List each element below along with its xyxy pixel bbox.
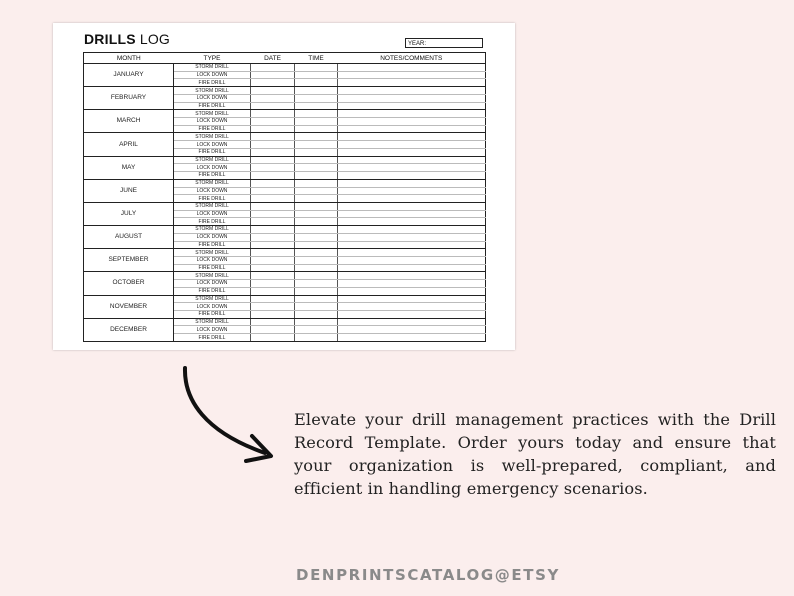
drill-type-cell: LOCK DOWN bbox=[174, 71, 251, 79]
notes-cell bbox=[338, 303, 486, 311]
notes-cell bbox=[338, 202, 486, 210]
drill-type-cell: STORM DRILL bbox=[174, 110, 251, 118]
month-cell: MAY bbox=[84, 156, 174, 179]
drill-type-cell: FIRE DRILL bbox=[174, 218, 251, 226]
time-cell bbox=[295, 141, 338, 149]
drill-type-cell: FIRE DRILL bbox=[174, 334, 251, 342]
month-cell: JULY bbox=[84, 202, 174, 225]
notes-cell bbox=[338, 326, 486, 334]
month-cell: JANUARY bbox=[84, 64, 174, 87]
time-cell bbox=[295, 156, 338, 164]
header-date: DATE bbox=[251, 53, 295, 64]
header-notes: NOTES/COMMENTS bbox=[338, 53, 486, 64]
notes-cell bbox=[338, 110, 486, 118]
drill-type-cell: STORM DRILL bbox=[174, 226, 251, 234]
drill-type-cell: FIRE DRILL bbox=[174, 148, 251, 156]
date-cell bbox=[251, 187, 295, 195]
drill-type-cell: STORM DRILL bbox=[174, 272, 251, 280]
drill-type-cell: STORM DRILL bbox=[174, 179, 251, 187]
month-cell: OCTOBER bbox=[84, 272, 174, 295]
date-cell bbox=[251, 133, 295, 141]
notes-cell bbox=[338, 141, 486, 149]
time-cell bbox=[295, 233, 338, 241]
time-cell bbox=[295, 94, 338, 102]
notes-cell bbox=[338, 79, 486, 87]
date-cell bbox=[251, 311, 295, 319]
drill-type-cell: LOCK DOWN bbox=[174, 210, 251, 218]
notes-cell bbox=[338, 287, 486, 295]
table-row bbox=[84, 249, 486, 257]
time-cell bbox=[295, 87, 338, 95]
notes-cell bbox=[338, 272, 486, 280]
notes-cell bbox=[338, 156, 486, 164]
notes-cell bbox=[338, 148, 486, 156]
date-cell bbox=[251, 334, 295, 342]
drill-type-cell: FIRE DRILL bbox=[174, 102, 251, 110]
time-cell bbox=[295, 272, 338, 280]
date-cell bbox=[251, 326, 295, 334]
table-row bbox=[84, 318, 486, 326]
drills-log-sheet bbox=[53, 23, 515, 350]
date-cell bbox=[251, 79, 295, 87]
year-field: YEAR: bbox=[405, 38, 483, 48]
promo-text: Elevate your drill management practices with the Drill Record Template. Order yours today and ensure that your organization is well-prepared, compliant, and efficient in handling emergency scenarios. bbox=[294, 410, 776, 498]
shop-footer: DENPRINTSCATALOG@ETSY bbox=[296, 566, 560, 584]
notes-cell bbox=[338, 249, 486, 257]
time-cell bbox=[295, 241, 338, 249]
time-cell bbox=[295, 264, 338, 272]
notes-cell bbox=[338, 226, 486, 234]
time-cell bbox=[295, 110, 338, 118]
notes-cell bbox=[338, 179, 486, 187]
date-cell bbox=[251, 303, 295, 311]
date-cell bbox=[251, 195, 295, 203]
notes-cell bbox=[338, 195, 486, 203]
table-row bbox=[84, 110, 486, 118]
date-cell bbox=[251, 110, 295, 118]
drill-type-cell: STORM DRILL bbox=[174, 156, 251, 164]
notes-cell bbox=[338, 133, 486, 141]
title-bold: DRILLS bbox=[84, 31, 136, 47]
date-cell bbox=[251, 287, 295, 295]
table-row bbox=[84, 133, 486, 141]
time-cell bbox=[295, 218, 338, 226]
time-cell bbox=[295, 79, 338, 87]
date-cell bbox=[251, 156, 295, 164]
notes-cell bbox=[338, 164, 486, 172]
table-row bbox=[84, 226, 486, 234]
drill-type-cell: FIRE DRILL bbox=[174, 287, 251, 295]
date-cell bbox=[251, 256, 295, 264]
time-cell bbox=[295, 210, 338, 218]
date-cell bbox=[251, 94, 295, 102]
date-cell bbox=[251, 164, 295, 172]
time-cell bbox=[295, 64, 338, 72]
date-cell bbox=[251, 102, 295, 110]
drill-type-cell: STORM DRILL bbox=[174, 64, 251, 72]
notes-cell bbox=[338, 218, 486, 226]
notes-cell bbox=[338, 64, 486, 72]
drill-type-cell: LOCK DOWN bbox=[174, 303, 251, 311]
time-cell bbox=[295, 125, 338, 133]
drill-type-cell: FIRE DRILL bbox=[174, 241, 251, 249]
drill-type-cell: LOCK DOWN bbox=[174, 141, 251, 149]
notes-cell bbox=[338, 334, 486, 342]
drill-type-cell: FIRE DRILL bbox=[174, 195, 251, 203]
date-cell bbox=[251, 71, 295, 79]
curved-arrow-icon bbox=[170, 360, 290, 470]
time-cell bbox=[295, 195, 338, 203]
drill-type-cell: STORM DRILL bbox=[174, 249, 251, 257]
header-month: MONTH bbox=[84, 53, 174, 64]
month-cell: FEBRUARY bbox=[84, 87, 174, 110]
notes-cell bbox=[338, 118, 486, 126]
time-cell bbox=[295, 133, 338, 141]
month-cell: AUGUST bbox=[84, 226, 174, 249]
drills-log-table bbox=[83, 52, 486, 342]
date-cell bbox=[251, 202, 295, 210]
time-cell bbox=[295, 118, 338, 126]
notes-cell bbox=[338, 87, 486, 95]
notes-cell bbox=[338, 264, 486, 272]
date-cell bbox=[251, 87, 295, 95]
time-cell bbox=[295, 311, 338, 319]
date-cell bbox=[251, 280, 295, 288]
notes-cell bbox=[338, 311, 486, 319]
notes-cell bbox=[338, 94, 486, 102]
notes-cell bbox=[338, 102, 486, 110]
date-cell bbox=[251, 179, 295, 187]
notes-cell bbox=[338, 318, 486, 326]
time-cell bbox=[295, 280, 338, 288]
time-cell bbox=[295, 187, 338, 195]
drill-type-cell: STORM DRILL bbox=[174, 133, 251, 141]
drill-type-cell: STORM DRILL bbox=[174, 295, 251, 303]
notes-cell bbox=[338, 172, 486, 180]
time-cell bbox=[295, 226, 338, 234]
drill-type-cell: FIRE DRILL bbox=[174, 264, 251, 272]
notes-cell bbox=[338, 241, 486, 249]
header-type: TYPE bbox=[174, 53, 251, 64]
date-cell bbox=[251, 241, 295, 249]
time-cell bbox=[295, 318, 338, 326]
month-cell: JUNE bbox=[84, 179, 174, 202]
date-cell bbox=[251, 118, 295, 126]
drill-type-cell: FIRE DRILL bbox=[174, 125, 251, 133]
time-cell bbox=[295, 303, 338, 311]
table-row bbox=[84, 179, 486, 187]
month-cell: NOVEMBER bbox=[84, 295, 174, 318]
drill-type-cell: LOCK DOWN bbox=[174, 280, 251, 288]
table-row bbox=[84, 272, 486, 280]
drill-type-cell: STORM DRILL bbox=[174, 87, 251, 95]
drill-type-cell: LOCK DOWN bbox=[174, 233, 251, 241]
table-header-row bbox=[84, 53, 486, 64]
time-cell bbox=[295, 334, 338, 342]
sheet-title bbox=[84, 31, 170, 47]
notes-cell bbox=[338, 187, 486, 195]
date-cell bbox=[251, 249, 295, 257]
drill-type-cell: LOCK DOWN bbox=[174, 118, 251, 126]
header-time: TIME bbox=[295, 53, 338, 64]
time-cell bbox=[295, 287, 338, 295]
time-cell bbox=[295, 71, 338, 79]
date-cell bbox=[251, 318, 295, 326]
date-cell bbox=[251, 272, 295, 280]
notes-cell bbox=[338, 256, 486, 264]
time-cell bbox=[295, 202, 338, 210]
time-cell bbox=[295, 172, 338, 180]
notes-cell bbox=[338, 125, 486, 133]
date-cell bbox=[251, 226, 295, 234]
time-cell bbox=[295, 326, 338, 334]
time-cell bbox=[295, 179, 338, 187]
title-light: LOG bbox=[139, 31, 171, 47]
table-row bbox=[84, 202, 486, 210]
drill-type-cell: FIRE DRILL bbox=[174, 311, 251, 319]
date-cell bbox=[251, 264, 295, 272]
time-cell bbox=[295, 102, 338, 110]
notes-cell bbox=[338, 210, 486, 218]
date-cell bbox=[251, 218, 295, 226]
notes-cell bbox=[338, 71, 486, 79]
table-row bbox=[84, 156, 486, 164]
drill-type-cell: FIRE DRILL bbox=[174, 172, 251, 180]
time-cell bbox=[295, 295, 338, 303]
date-cell bbox=[251, 233, 295, 241]
time-cell bbox=[295, 148, 338, 156]
date-cell bbox=[251, 295, 295, 303]
date-cell bbox=[251, 210, 295, 218]
table-row bbox=[84, 87, 486, 95]
time-cell bbox=[295, 249, 338, 257]
month-cell: MARCH bbox=[84, 110, 174, 133]
drill-type-cell: LOCK DOWN bbox=[174, 164, 251, 172]
table-row bbox=[84, 64, 486, 72]
drill-type-cell: STORM DRILL bbox=[174, 202, 251, 210]
drill-type-cell: LOCK DOWN bbox=[174, 187, 251, 195]
date-cell bbox=[251, 141, 295, 149]
month-cell: SEPTEMBER bbox=[84, 249, 174, 272]
drill-type-cell: FIRE DRILL bbox=[174, 79, 251, 87]
date-cell bbox=[251, 64, 295, 72]
date-cell bbox=[251, 172, 295, 180]
drill-type-cell: LOCK DOWN bbox=[174, 256, 251, 264]
month-cell: APRIL bbox=[84, 133, 174, 156]
month-cell: DECEMBER bbox=[84, 318, 174, 341]
date-cell bbox=[251, 148, 295, 156]
notes-cell bbox=[338, 233, 486, 241]
notes-cell bbox=[338, 295, 486, 303]
time-cell bbox=[295, 256, 338, 264]
drill-type-cell: LOCK DOWN bbox=[174, 326, 251, 334]
date-cell bbox=[251, 125, 295, 133]
drill-type-cell: LOCK DOWN bbox=[174, 94, 251, 102]
time-cell bbox=[295, 164, 338, 172]
table-row bbox=[84, 295, 486, 303]
notes-cell bbox=[338, 280, 486, 288]
drill-type-cell: STORM DRILL bbox=[174, 318, 251, 326]
table-body bbox=[84, 64, 486, 342]
